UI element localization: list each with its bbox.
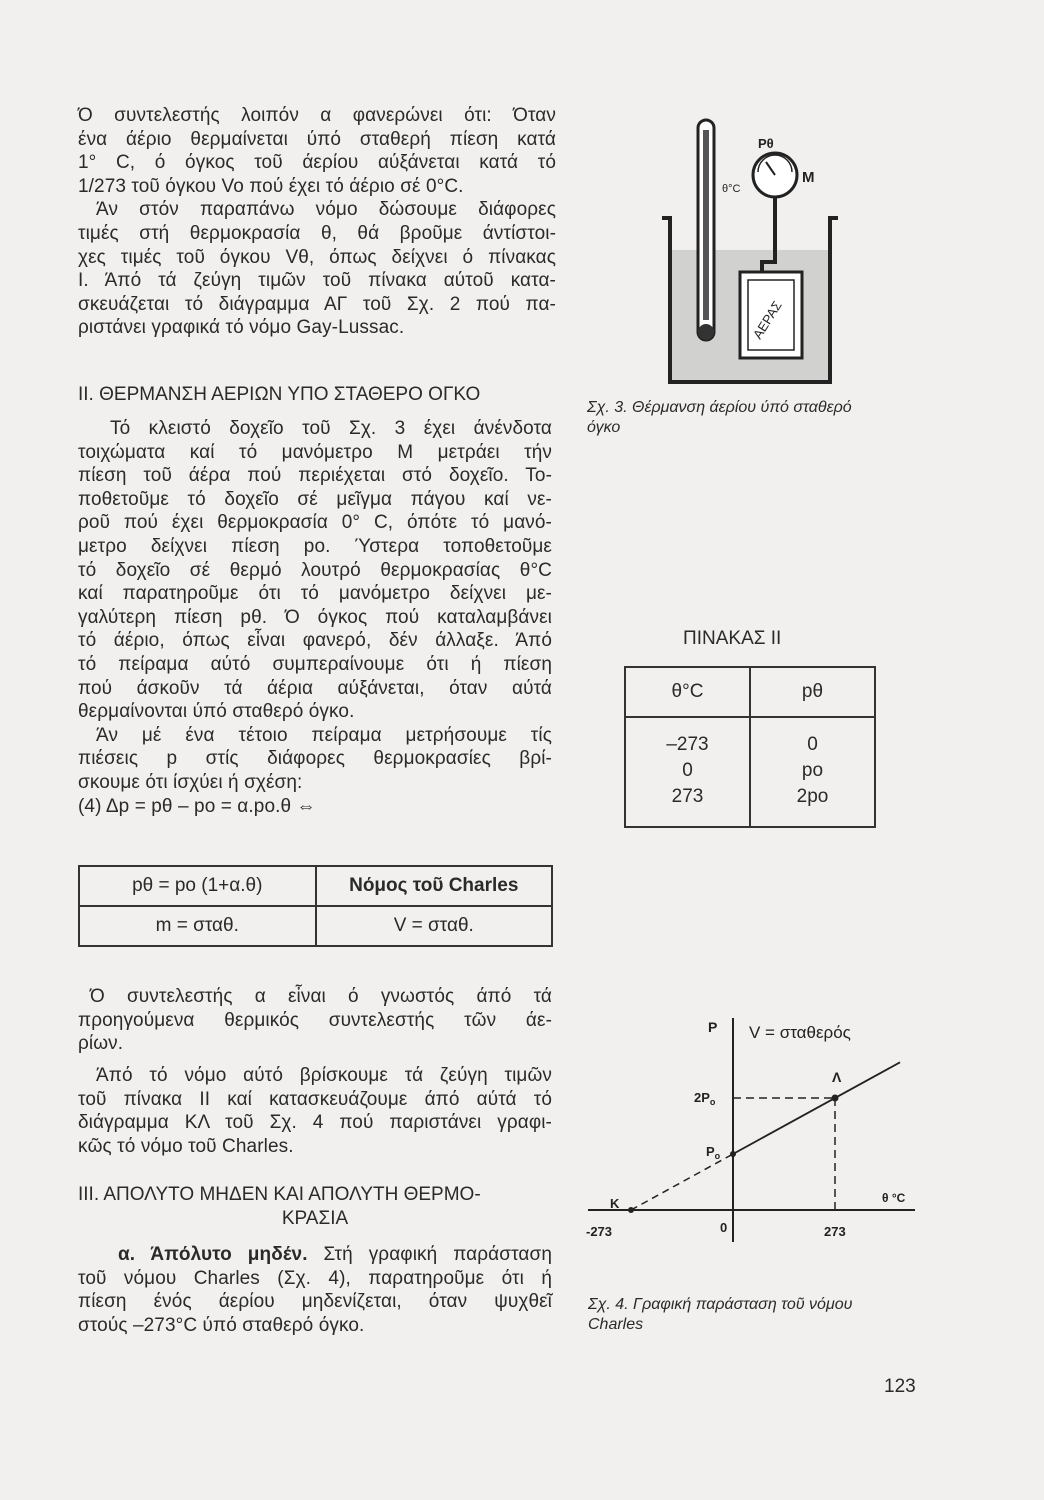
text-line xyxy=(78,1243,552,1267)
table-ii-title: ΠΙΝΑΚΑΣ ΙΙ xyxy=(683,628,782,649)
thermometer-column xyxy=(703,130,709,320)
thermometer-label: θ°C xyxy=(722,183,741,195)
tick-label-zero: 0 xyxy=(720,1220,728,1235)
paragraph-constant-volume xyxy=(78,417,552,818)
chart-legend: V = σταθερός xyxy=(749,1023,851,1042)
text-line: σκουμε ότι ίσχύει ή σχέση: xyxy=(78,771,303,793)
law-formula: pθ = po (1+α.θ) xyxy=(79,866,316,906)
thermometer-bulb xyxy=(698,324,714,340)
paragraph-coefficient xyxy=(78,104,556,340)
text-line: τό δοχεῖο σέ θερμό λουτρό θερμοκρασίας θ°C xyxy=(78,559,552,581)
text-line: ένα άέριο θερμαίνεται ύπό σταθερή πίεση κατά xyxy=(78,128,556,150)
text-line: προηγούμενα θερμικός συντελεστής τῶν άε- xyxy=(78,1009,552,1031)
table-ii-header-p: pθ xyxy=(749,668,874,716)
table-cell: 273 xyxy=(671,786,704,807)
figure-4-caption xyxy=(588,1295,852,1335)
tick-label-2p0-sub: o xyxy=(709,1097,716,1107)
tick-label-2p0 xyxy=(694,1090,716,1107)
figure-3-caption xyxy=(587,398,852,438)
text-line: Άν μέ ένα τέτοιο πείραμα μετρήσουμε τίς xyxy=(96,724,552,746)
tick-label-p0 xyxy=(706,1144,721,1161)
table-cell: –273 xyxy=(666,734,709,755)
text-line: ποθετοῦμε τό δοχεῖο σέ μεῖγμα πάγου καί νε- xyxy=(78,488,552,510)
table-ii-header-row xyxy=(626,668,874,718)
caption-line: όγκο xyxy=(587,419,621,436)
text-line: Άν στόν παραπάνω νόμο δώσουμε διάφορες xyxy=(96,199,556,221)
section-heading-3 xyxy=(78,1183,552,1231)
text-line: πού άσκοῦν τά άέρια αύξάνεται, όταν αύτά xyxy=(78,677,552,699)
text-line: τοιχώματα καί τό μανόμετρο Μ μετράει τήν xyxy=(78,441,552,463)
text-line: κῶς τό νόμο τοῦ Charles. xyxy=(78,1135,294,1157)
data-point-k xyxy=(628,1207,634,1213)
text-line: τοῦ νόμου Charles (Σχ. 4), παρατηροῦμε ότι ή xyxy=(78,1267,552,1289)
heading-line: ΙΙΙ. ΑΠΟΛΥΤΟ ΜΗΔΕΝ ΚΑΙ ΑΠΟΛΥΤΗ ΘΕΡΜΟ- xyxy=(78,1184,481,1205)
table-ii-column-theta xyxy=(626,718,749,826)
table-cell: 2po xyxy=(796,786,829,807)
text-line: μετρο δείχνει πίεση po. Ύστερα τοποθετοῦμε xyxy=(78,535,552,557)
text-line: πίεση τοῦ άέρα πού περιέχεται στό δοχεῖο. Το- xyxy=(78,465,552,487)
point-label-l: Λ xyxy=(832,1069,842,1085)
text-line: πίεση ένός άερίου μηδενίζεται, όταν ψυχθεῖ xyxy=(78,1291,552,1313)
series-line-extrapolated xyxy=(631,1154,733,1210)
text-line: τό άέριο, όπως εἶναι φανερό, δέν άλλαξε. Άπό xyxy=(78,630,552,652)
pressure-label xyxy=(758,136,774,151)
point-label-k: K xyxy=(610,1196,620,1211)
table-cell: 0 xyxy=(807,734,818,755)
text-line: ρίων. xyxy=(78,1033,124,1055)
text-line: ροῦ πού έχει θερμοκρασία 0° C, όπότε τό μανό- xyxy=(78,512,552,534)
paragraph-alpha xyxy=(78,985,552,1056)
text-line: τοῦ πίνακα ΙΙ καί κατασκευάζουμε άπό αύτά τό xyxy=(78,1088,552,1110)
equation-4: (4) Δp = pθ – po = α.po.θ ⇔ xyxy=(78,795,316,817)
text-line: τιμές στή θερμοκρασία θ, θά βροῦμε άντίστοι- xyxy=(78,222,556,244)
gas-label: ΑΕΡΑΣ xyxy=(749,298,785,342)
text-line: γαλύτερη πίεση pθ. Ό όγκος πού καταλαμβάνει xyxy=(78,606,552,628)
charles-law-table xyxy=(78,865,553,947)
page-number: 123 xyxy=(884,1376,916,1397)
figure-4-chart xyxy=(580,1010,920,1250)
text-line: Τό κλειστό δοχεῖο τοῦ Σχ. 3 έχει άνένδοτα xyxy=(110,418,552,439)
law-name: Νόμος τοῦ Charles xyxy=(316,866,553,906)
table-cell: po xyxy=(801,760,824,781)
text-line: 1/273 τοῦ όγκου Vo πού έχει τό άέριο σέ 0°C. xyxy=(78,175,464,197)
tick-label-p0-sub: o xyxy=(714,1151,721,1161)
paragraph-absolute-zero xyxy=(78,1243,552,1337)
text-line: θερμαίνονται ύπό σταθερό όγκο. xyxy=(78,701,355,723)
paragraph-table-ii xyxy=(78,1064,552,1158)
text-line: στούς –273°C ύπό σταθερό όγκο. xyxy=(78,1314,365,1336)
tick-label-2p0-text: 2P xyxy=(694,1090,710,1105)
text-line: 1° C, ό όγκος τοῦ άερίου αύξάνεται κατά τό xyxy=(78,152,556,174)
series-line-charles xyxy=(733,1062,900,1154)
figure-3-apparatus xyxy=(640,100,910,392)
text-line: Ι. Άπό τά ζεύγη τιμῶν τοῦ πίνακα αύτοῦ κατα- xyxy=(78,270,556,292)
pressure-label-text: Pθ xyxy=(758,136,774,151)
tick-label-273: 273 xyxy=(824,1224,846,1239)
tick-label-neg273: -273 xyxy=(586,1224,613,1239)
law-condition-volume: V = σταθ. xyxy=(316,906,553,946)
table-ii-body xyxy=(626,718,874,826)
text-run: Στή γραφική παράσταση xyxy=(323,1244,553,1265)
text-line: τό πείραμα αύτό συμπεραίνουμε ότι ή πίεση xyxy=(78,653,552,675)
text-line: Άπό τό νόμο αύτό βρίσκουμε τά ζεύγη τιμῶν xyxy=(96,1065,552,1086)
text-line: σκευάζεται τό διάγραμμα ΑΓ τοῦ Σχ. 2 πού πα- xyxy=(78,293,556,315)
table-ii-header-theta: θ°C xyxy=(671,681,704,702)
connecting-tube xyxy=(762,197,775,272)
text-line: Ό συντελεστής λοιπόν α φανερώνει ότι: Όταν xyxy=(78,105,556,126)
text-line: καί παρατηροῦμε ότι τό μανόμετρο δείχνει με- xyxy=(78,583,552,605)
caption-line: Charles xyxy=(588,1316,644,1333)
manometer-label: M xyxy=(802,169,815,186)
text-line: διάγραμμα ΚΛ τοῦ Σχ. 4 πού παριστάνει γραφι- xyxy=(78,1112,552,1134)
caption-line: Σχ. 3. Θέρμανση άερίου ύπό σταθερό xyxy=(587,399,852,416)
table-cell: 0 xyxy=(682,760,693,781)
y-axis-label: P xyxy=(708,1019,718,1035)
data-point-p0 xyxy=(730,1151,736,1157)
text-line: Ό συντελεστής α εἶναι ό γνωστός άπό τά xyxy=(90,986,552,1007)
text-line: ριστάνει γραφικά τό νόμο Gay-Lussac. xyxy=(78,317,405,339)
tick-label-p0-text: P xyxy=(706,1144,715,1159)
text-line: χες τιμές τοῦ όγκου Vθ, όπως δείχνει ό πίνακας xyxy=(78,246,556,268)
law-condition-mass: m = σταθ. xyxy=(79,906,316,946)
caption-line: Σχ. 4. Γραφική παράσταση τοῦ νόμου xyxy=(588,1296,853,1313)
section-heading-2: ΙΙ. ΘΕΡΜΑΝΣΗ ΑΕΡΙΩΝ ΥΠΟ ΣΤΑΘΕΡΟ ΟΓΚΟ xyxy=(78,384,481,405)
x-axis-label: θ °C xyxy=(882,1191,906,1205)
data-point-l xyxy=(832,1095,839,1102)
text-line: πιέσεις p στίς διάφορες θερμοκρασίες βρί- xyxy=(78,748,552,770)
table-ii-column-p xyxy=(749,718,874,826)
heading-line: ΚΡΑΣΙΑ xyxy=(281,1208,349,1229)
subsection-title: α. Άπόλυτο μηδέν. xyxy=(118,1244,308,1265)
table-ii xyxy=(624,666,876,828)
